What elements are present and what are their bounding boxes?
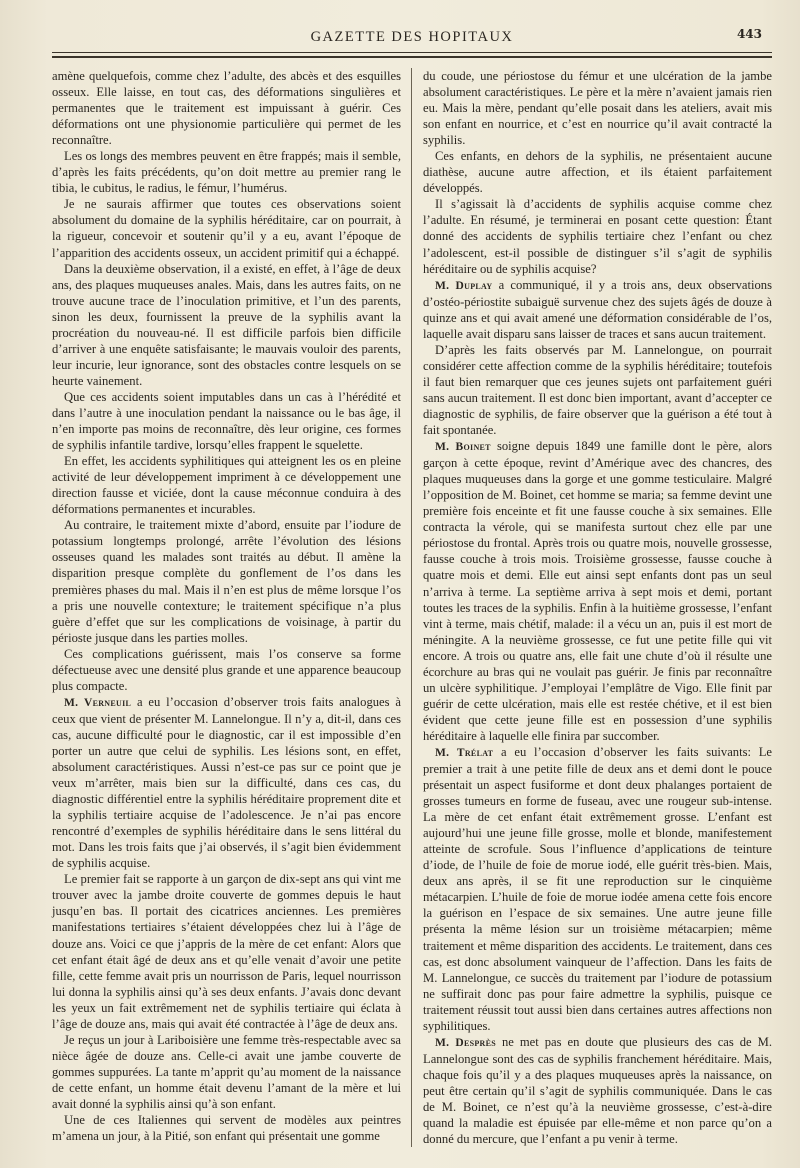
- paragraph-text: soigne depuis 1849 une famille dont le père, alors garçon à cette époque, revint d’Amérique avec des chancres, des plaques muqueuses dans la gorge et une gomme testiculaire. Malgré l’opposition de M. Boinet, cet homme se maria; sa femme devint une première fois enceinte et fit une fausse couche à six semaines. Elle contracta la vérole, qui se manifesta surtout chez elle par une périostose du frontal. Après trois ou quatre mois, nouvelle grossesse, fausse couche à trois mois. Troisième grossesse, fausse couche à quatre mois et demi. Elle eut ainsi sept enfants dont pas un seul n’arriva à terme. La septième arriva à sept mois et demi, portant toutes les traces de la syphilis. Enfin à la huitième grossesse, l’enfant vint à terme, mais chétif, malade: il a vécu un an, puis il est mort de méningite. A la neuvième grossesse, ce fut une petite fille qui vit encore. A trois ou quatre ans, elle fait une chute d’où il résulte une écorchure au bras qui ne voulait pas guérir. Je finis par reconnaître un ulcère syphilitique. J’employai l’emplâtre de Vigo. Elle finit par guérir de cette ulcération, mais elle est restée chétive, et il est bien évident que cette jeune fille est en possession d’une syphilis héréditaire à laquelle elle finira par succomber.: [423, 439, 772, 743]
- speaker-name: M. Trélat: [435, 746, 494, 759]
- paragraph: [423, 1034, 772, 1147]
- paragraph: [423, 196, 772, 276]
- paragraph-text: Ces enfants, en dehors de la syphilis, ne présentaient aucune diathèse, aucune autre affection, et ils étaient parfaitement développés.: [423, 149, 772, 196]
- paragraph-text: En effet, les accidents syphilitiques qui atteignent les os en pleine activité de leur développement impriment à ce développement une direction fausse et viciée, dont la cause méconnue conduira à des déformations permanentes et incurables.: [52, 454, 401, 517]
- paragraph-text: du coude, une périostose du fémur et une ulcération de la jambe absolument caractéristiques. Le père et la mère n’avaient jamais rien eu. Mais la mère, pendant qu’elle posait dans les ateliers, avait mis son enfant en nourrice, et c’est en nourrice qu’il avait contracté la syphilis.: [423, 69, 772, 148]
- paragraph: [52, 694, 401, 872]
- paragraph-text: a eu l’occasion d’observer les faits suivants: Le premier a trait à une petite fille de deux ans et demi dont le pouce présentait un aspect fusiforme et dont deux phalanges portaient de grosses tumeurs en forme de fuseau, avec une rougeur sub-intense. La mère de cet enfant était extrêmement grosse. L’enfant est aujourd’hui une jeune fille grosse, molle et blonde, manifestement atteinte de scrofule. Sous l’influence d’applications de teinture d’iode, de l’huile de foie de morue iodé, elle guérit très-bien. Mais, deux ans après, il se fit une reproduction sur le cinquième métacarpien. L’huile de foie de morue iodée amena cette fois encore la guérison en l’espace de six semaines. Une autre jeune fille présenta la même lésion sur un troisième métacarpien; même traitement et même disparition des accidents. Le traitement, dans ces cas, est donc absolument vainqueur de l’affection. Dans les faits de M. Lannelongue, ce succès du traitement par l’iodure de potassium ne suffirait donc pas pour faire admettre la syphilis, puisque ce traitement réussit tout aussi bien dans certaines autres affections non syphilitiques.: [423, 744, 772, 1033]
- paragraph: [52, 517, 401, 645]
- paragraph: [52, 68, 401, 148]
- paragraph: [52, 871, 401, 1031]
- paragraph-text: Une de ces Italiennes qui servent de modèles aux peintres m’amena un jour, à la Pitié, son enfant qui présentait une gomme: [52, 1113, 401, 1144]
- paragraph: [52, 646, 401, 694]
- running-title: GAZETTE DES HOPITAUX: [310, 29, 514, 45]
- paragraph-text: Au contraire, le traitement mixte d’abord, ensuite par l’iodure de potassium longtemps prolongé, arrête l’évolution des lésions osseuses quand les malades sont traités au début. Il amène la disparition presque complète du gonflement de l’os dans les premières phases du mal. Mais il n’en est plus de même lorsque l’os a pris une nouvelle contexture; le traitement spécifique n’a plus guère d’effet que sur les complications de voisinage, à partir du périoste jusque dans les parties molles.: [52, 518, 401, 645]
- paragraph: [52, 453, 401, 517]
- paragraph-text: Je ne saurais affirmer que toutes ces observations soient absolument du domaine de la syphilis héréditaire, car on pourrait, à la rigueur, concevoir et soutenir qu’il y a eu, avant l’époque de l’apparition des accidents osseux, un accident primitif qui a échappé.: [52, 197, 401, 260]
- paragraph: [52, 1112, 401, 1144]
- paragraph: [423, 342, 772, 438]
- paragraph: [423, 438, 772, 744]
- speaker-name: M. Boinet: [435, 441, 491, 454]
- paragraph-text: Les os longs des membres peuvent en être frappés; mais il semble, d’après les faits précédents, qu’on doit mettre au premier rang le tibia, le cubitus, le radius, le fémur, l’humérus.: [52, 149, 401, 196]
- paragraph: [52, 261, 401, 389]
- paragraph-text: Ces complications guérissent, mais l’os conserve sa forme défectueuse avec une densité plus grande et une apparence beaucoup plus compacte.: [52, 646, 401, 693]
- text-columns: [52, 68, 772, 1147]
- paragraph: [423, 148, 772, 196]
- left-column: [52, 68, 401, 1147]
- speaker-name: M. Duplay: [435, 279, 493, 292]
- paragraph-text: D’après les faits observés par M. Lannelongue, on pourrait considérer cette affection comme de la syphilis héréditaire; toutefois il faut bien remarquer que ces jeunes sujets ont parfaitement guéri sans aucun traitement. Il est donc bien important, avant d’accepter ce diagnostic de syphilis, de faire observer que la guérison a été tout à fait spontanée.: [423, 342, 772, 438]
- right-column: [423, 68, 772, 1147]
- paragraph-text: Que ces accidents soient imputables dans un cas à l’hérédité et dans l’autre à une inoculation pendant la naissance ou le bas âge, il n’en importe pas moins de reconnaître, dès leur origine, ces formes de syphilis infantile tardive, lorsqu’elles frappent le squelette.: [52, 389, 401, 453]
- paragraph-text: ne met pas en doute que plusieurs des cas de M. Lannelongue sont des cas de syphilis franchement héréditaire. Mais, chaque fois qu’il y a des plaques muqueuses après la naissance, on peut être certain qu’il s’agit de syphilis communiquée. Dans le cas de M. Boinet, ce n’est qu’à la neuvième grossesse, c’est-à-dire quand la maladie est épuisée par elle-même et non parce qu’on a donné du mercure, que l’enfant a pu venir à terme.: [423, 1034, 772, 1147]
- paragraph: [423, 744, 772, 1034]
- paragraph: [52, 1032, 401, 1112]
- paragraph: [423, 68, 772, 148]
- page-number: 443: [736, 27, 762, 41]
- paragraph-text: Il s’agissait là d’accidents de syphilis acquise comme chez l’adulte. En résumé, je terminerai en posant cette question: Étant donné des accidents de syphilis tertiaire chez l’enfant ou chez l’adolescent, est-il possible de distinguer s’il s’agit de syphilis héréditaire ou de syphilis acquise?: [423, 197, 772, 276]
- paragraph-text: a eu l’occasion d’observer trois faits analogues à ceux que vient de présenter M. Lannelongue. Il n’y a, dit-il, dans ces cas, aucune difficulté pour le diagnostic, car il est impossible d’en porter un autre que celui de syphilis. Les lésions sont, en effet, absolument caractéristiques. Aussi n’est-ce pas sur ce point que je veux m’arrêter, mais bien sur la difficulté, dans ces cas, du diagnostic différentiel entre la syphilis héréditaire proprement dite et la syphilis tertiaire acquise de l’adolescence. Je n’ai pas encore rencontré d’exemples de syphilis héréditaire dans le sens littéral du mot. Dans les trois faits que j’ai observés, il s’agit bien évidemment de syphilis acquise.: [52, 694, 401, 871]
- paragraph: [423, 277, 772, 342]
- speaker-name: M. Verneuil: [64, 696, 132, 709]
- paragraph: [52, 148, 401, 196]
- paragraph-text: a communiqué, il y a trois ans, deux observations d’ostéo-périostite subaiguë survenue chez des sujets âgés de douze à quinze ans et qui avait amené une déformation considérable de l’os, laquelle avait disparu sans laisser de traces et sans aucun traitement.: [423, 277, 772, 341]
- paragraph-text: Le premier fait se rapporte à un garçon de dix-sept ans qui vint me trouver avec la jambe droite couverte de gommes depuis le haut jusqu’en bas. Il portait des cicatrices anciennes. Les premières manifestations tertiaires s’étaient développées chez lui à l’âge de douze ans. Voici ce que j’appris de la mère de cet enfant: Alors que cet enfant était âgé de deux ans et qu’elle venait d’avoir une petite fille, cette femme avait pris un nourrisson de Paris, lequel nourrisson lui donna la syphilis ainsi qu’à ses deux enfants. J’avais donc devant les yeux un fait extrêmement net de syphilis tertiaire qui éclata à l’âge de douze ans, mais qui avait été contractée à l’âge de deux ans.: [52, 872, 401, 1031]
- page-header: [52, 22, 772, 52]
- paragraph-text: Je reçus un jour à Lariboisière une femme très-respectable avec sa nièce âgée de douze ans. Celle-ci avait une jambe couverte de gommes suppurées. La tante m’apprit qu’au moment de la naissance de cette enfant, un homme était devenu l’amant de la mère et lui avait donné la syphilis ainsi qu’à son enfant.: [52, 1032, 401, 1111]
- header-rule: [52, 52, 772, 53]
- paragraph: [52, 389, 401, 453]
- header-rule-thick: [52, 56, 772, 58]
- paragraph-text: Dans la deuxième observation, il a existé, en effet, à l’âge de deux ans, des plaques muqueuses anales. Mais, dans les autres faits, on ne trouve aucune trace de l’inoculation primitive, et l’un des parents, sinon les deux, fournissent la preuve de la syphilis avant la procréation du nouveau-né. Il est difficile parfois bien difficile d’arriver à une enquête satisfaisante; le mauvais vouloir des parents, leur incurie, leur ignorance, sont des obstacles contre lesquels on se heurte vainement.: [52, 261, 401, 388]
- paragraph-text: amène quelquefois, comme chez l’adulte, des abcès et des esquilles osseux. Elle laisse, en tout cas, des déformations singulières et permanentes que le traitement est impuissant à guérir. Ces déformations ont une physionomie particulière qui permet de les reconnaître.: [52, 69, 401, 148]
- paragraph: [52, 196, 401, 260]
- speaker-name: M. Desprès: [435, 1036, 496, 1049]
